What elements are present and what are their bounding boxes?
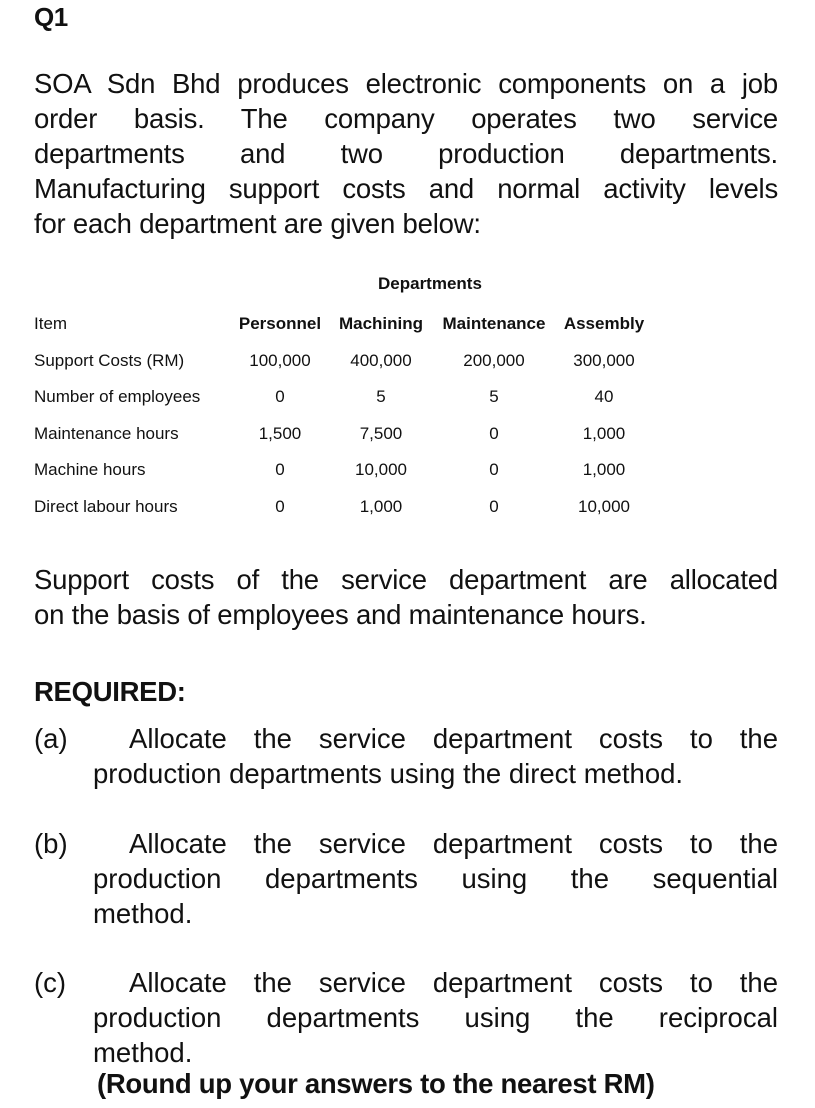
cell-personnel: 1,500 (258, 423, 302, 443)
cell-machining: 1,000 (359, 496, 403, 516)
item-line: production departments using the reciprocal (93, 1002, 778, 1033)
item-marker: (b) (34, 828, 68, 859)
cell-maintenance: 200,000 (463, 350, 525, 370)
cell-personnel: 0 (275, 387, 285, 407)
item-marker: (c) (34, 967, 67, 998)
required-item-c (34, 965, 778, 1070)
cell-assembly: 10,000 (578, 496, 630, 516)
item-line: method. (93, 898, 193, 929)
basis-line: Support costs of the service department are allocated (34, 564, 778, 595)
item-line: production departments using the direct method. (93, 758, 684, 789)
required-item-a (34, 721, 778, 791)
question-number: Q1 (34, 2, 68, 32)
cell-machining: 10,000 (355, 460, 407, 480)
table-header-row (34, 306, 652, 343)
cell-machining: 400,000 (350, 350, 412, 370)
intro-line: Manufacturing support costs and normal activity levels (34, 173, 778, 204)
required-item-b (34, 826, 778, 931)
item-line: Allocate the service department costs to the (129, 723, 778, 754)
table-row (34, 379, 652, 416)
row-label: Number of employees (34, 387, 201, 407)
cell-machining: 5 (376, 387, 386, 407)
cell-assembly: 300,000 (573, 350, 635, 370)
cell-maintenance: 0 (489, 496, 499, 516)
header-personnel: Personnel (238, 314, 322, 334)
intro-line: order basis. The company operates two service (34, 103, 778, 134)
department-data-table (34, 306, 652, 525)
cell-maintenance: 0 (489, 460, 499, 480)
header-machining: Machining (338, 314, 424, 334)
cell-machining: 7,500 (359, 423, 403, 443)
item-line: Allocate the service department costs to the (129, 828, 778, 859)
table-row (34, 489, 652, 526)
rounding-note: (Round up your answers to the nearest RM) (97, 1068, 655, 1099)
table-row (34, 416, 652, 453)
header-item: Item (34, 314, 68, 334)
row-label: Support Costs (RM) (34, 350, 185, 370)
item-line: Allocate the service department costs to the (129, 967, 778, 998)
cell-personnel: 0 (275, 496, 285, 516)
basis-line: on the basis of employees and maintenance hours. (34, 599, 647, 630)
intro-line: SOA Sdn Bhd produces electronic components on a job (34, 68, 778, 99)
header-assembly: Assembly (563, 314, 645, 334)
row-label: Direct labour hours (34, 496, 178, 516)
row-label: Machine hours (34, 460, 146, 480)
cell-assembly: 1,000 (582, 460, 626, 480)
cell-assembly: 40 (594, 387, 614, 407)
allocation-basis-paragraph (34, 562, 778, 632)
item-line: method. (93, 1037, 193, 1068)
intro-line: departments and two production departments. (34, 138, 778, 169)
cell-personnel: 0 (275, 460, 285, 480)
table-row (34, 452, 652, 489)
cell-assembly: 1,000 (582, 423, 626, 443)
cell-personnel: 100,000 (249, 350, 311, 370)
cell-maintenance: 0 (489, 423, 499, 443)
table-row (34, 343, 652, 380)
item-line: production departments using the sequential (93, 863, 778, 894)
intro-line: for each department are given below: (34, 208, 481, 239)
required-heading: REQUIRED: (34, 676, 186, 707)
intro-paragraph (34, 66, 778, 241)
cell-maintenance: 5 (489, 387, 499, 407)
item-marker: (a) (34, 723, 68, 754)
row-label: Maintenance hours (34, 423, 179, 443)
header-maintenance: Maintenance (442, 314, 546, 334)
departments-heading: Departments (378, 274, 482, 293)
